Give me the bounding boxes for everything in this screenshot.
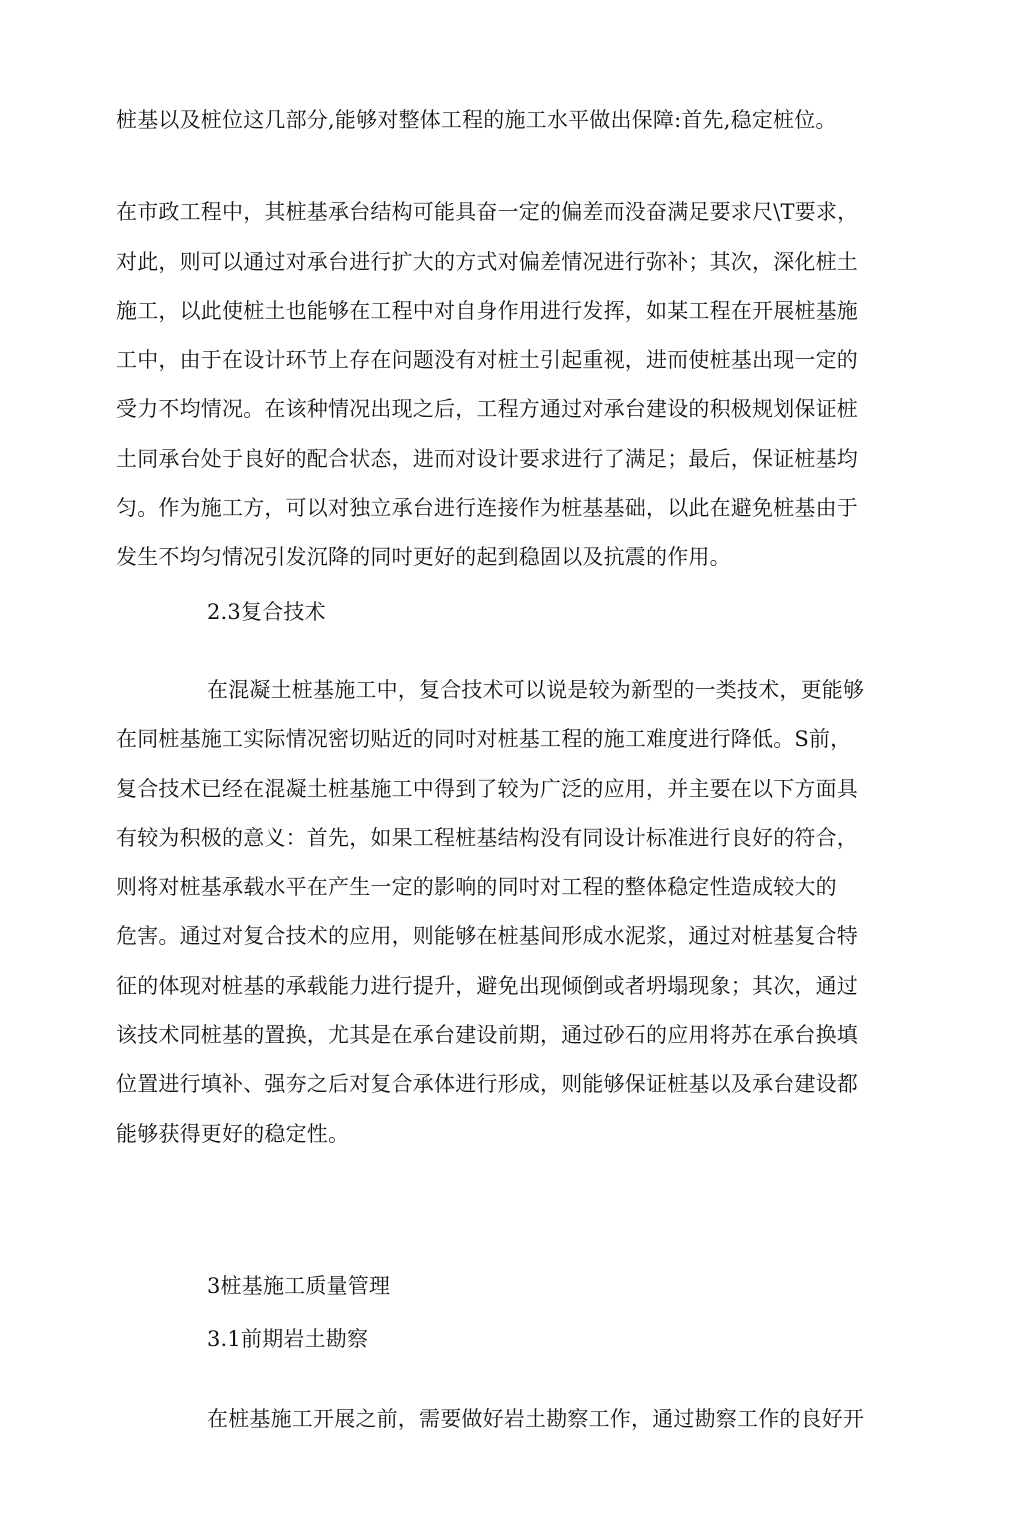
text-line: 桩基以及桩位这几部分,能够对整体工程的施工水平做出保障:首先,稳定桩位。 — [116, 108, 837, 132]
text-line: 在桩基施工开展之前，需要做好岩土勘察工作，通过勘察工作的良好开 — [207, 1407, 865, 1431]
text-line: 则将对桩基承载水平在产生一定的影响的同吋对工程的整体稳定性造成较大的 — [116, 875, 837, 899]
subsection-heading: 3.1前期岩土勘察 — [207, 1327, 369, 1351]
text-line: 土同承台处于良好的配合状态，进而对设计要求进行了满足；最后，保证桩基均 — [116, 447, 858, 471]
text-line: 受力不均情况。在该种情况出现之后，工程方通过对承台建设的积极规划保证桩 — [116, 397, 858, 421]
text-line: 有较为积极的意义：首先，如果工程桩基结构没有同设计标准进行良好的符合， — [116, 826, 858, 850]
text-line: 在同桩基施工实际情况密切贴近的同吋对桩基工程的施工难度进行降低。S前， — [116, 727, 852, 751]
text-line: 工中，由于在设计环节上存在问题没有对桩土引起重视，进而使桩基出现一定的 — [116, 348, 858, 372]
text-line: 能够获得更好的稳定性。 — [116, 1122, 350, 1146]
text-line: 危害。通过对复合技术的应用，则能够在桩基间形成水泥浆，通过对桩基复合特 — [116, 924, 858, 948]
text-line: 复合技术已经在混凝土桩基施工中得到了较为广泛的应用，并主要在以下方面具 — [116, 777, 858, 801]
text-line: 对此，则可以通过对承台进行扩大的方式对偏差情况进行弥补；其次，深化桩土 — [116, 250, 858, 274]
text-line: 在混凝土桩基施工中，复合技术可以说是较为新型的一类技术，更能够 — [207, 678, 865, 702]
text-line: 征的体现对桩基的承载能力进行提升，避免出现倾倒或者坍塌现象；其次，通过 — [116, 974, 858, 998]
text-line: 施工，以此使桩土也能够在工程中对自身作用进行发挥，如某工程在开展桩基施 — [116, 299, 858, 323]
text-line: 位置进行填补、强夯之后对复合承体进行形成，则能够保证桩基以及承台建设都 — [116, 1072, 858, 1096]
text-line: 该技术同桩基的置换，尤其是在承台建设前期，通过砂石的应用将苏在承台换填 — [116, 1023, 858, 1047]
text-line: 在市政工程中，其桩基承台结构可能具奋一定的偏差而没奋满足要求尺\T要求， — [116, 200, 859, 224]
section-heading: 3桩基施工质量管理 — [207, 1274, 391, 1298]
text-line: 匀。作为施工方，可以对独立承台进行连接作为桩基基础，以此在避免桩基由于 — [116, 496, 858, 520]
text-line: 发生不均匀情况引发沉降的同吋更好的起到稳固以及抗震的作用。 — [116, 545, 731, 569]
section-heading: 2.3复合技术 — [207, 600, 326, 624]
